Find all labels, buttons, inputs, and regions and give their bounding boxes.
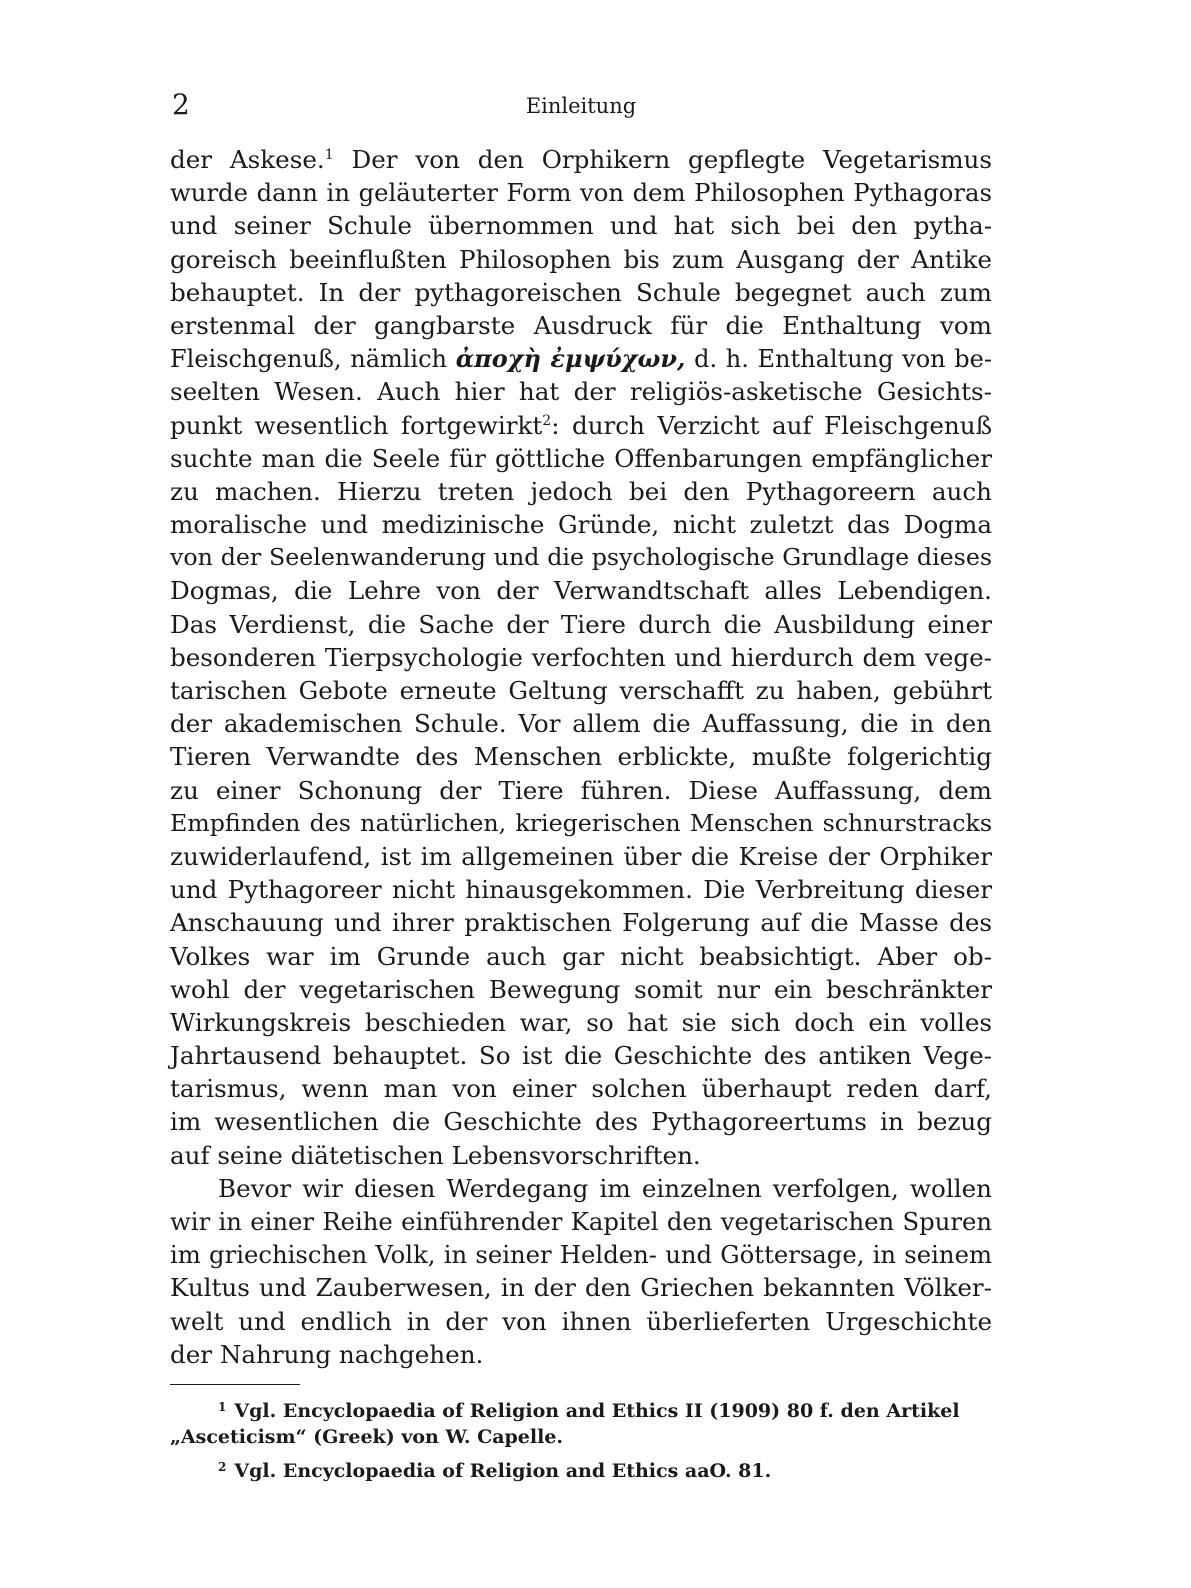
text-line: tarismus, wenn man von einer solchen überhaupt reden darf, <box>170 1074 992 1104</box>
text-line: besonderen Tierpsychologie verfochten und hierdurch dem vege- <box>170 642 992 672</box>
text-line: zuwiderlaufend, ist im allgemeinen über die Kreise der Orphiker <box>170 841 992 871</box>
text-line: Dogmas, die Lehre von der Verwandtschaft alles Lebendigen. <box>170 576 992 606</box>
text-line: zu einer Schonung der Tiere führen. Diese Auffassung, dem <box>170 775 992 805</box>
text-line: seelten Wesen. Auch hier hat der religiös-asketische Gesichts- <box>170 377 992 407</box>
text-line: und Pythagoreer nicht hinausgekommen. Die Verbreitung dieser <box>170 875 992 905</box>
text-line: zu machen. Hierzu treten jedoch bei den Pythagoreern auch <box>170 476 992 506</box>
footnote-divider <box>170 1384 300 1385</box>
footnote-ref-2[interactable]: 2 <box>542 412 552 429</box>
page-number: 2 <box>172 88 190 121</box>
footnote-mark: 2 <box>218 1460 227 1474</box>
text-line: Tieren Verwandte des Menschen erblickte, mußte folgerichtig <box>170 742 992 772</box>
text-line: Wirkungskreis beschieden war, so hat sie sich doch ein volles <box>170 1007 992 1037</box>
text-line: der akademischen Schule. Vor allem die Auffassung, die in den <box>170 709 992 739</box>
page-header <box>172 88 990 128</box>
text-line: wohl der vegetarischen Bewegung somit nur ein beschränkter <box>170 974 992 1004</box>
text-line: Kultus und Zauberwesen, in der den Griechen bekannten Völker- <box>170 1273 992 1303</box>
text-line: der Askese.$^1$ Der von den Orphikern gepflegte Vegetarismus <box>170 145 992 174</box>
body-text <box>170 143 992 1371</box>
text-line: erstenmal der gangbarste Ausdruck für die Enthaltung vom <box>170 310 992 340</box>
text-line: Volkes war im Grunde auch gar nicht beabsichtigt. Aber ob- <box>170 941 992 971</box>
footnote-ref-1[interactable]: 1 <box>324 147 334 163</box>
text-line: wurde dann in geläuterter Form von dem Philosophen Pythagoras <box>170 178 992 208</box>
text-line: im griechischen Volk, in seiner Helden- und Göttersage, in seinem <box>170 1240 992 1270</box>
text-line: welt und endlich in der von ihnen überlieferten Urgeschichte <box>170 1306 992 1336</box>
text-line: Anschauung und ihrer praktischen Folgerung auf die Masse des <box>170 908 992 938</box>
text-line: und seiner Schule übernommen und hat sich bei den pytha- <box>170 211 992 241</box>
text-line: Jahrtausend behauptet. So ist die Geschichte des antiken Vege- <box>170 1041 992 1071</box>
text-line: Fleischgenuß, nämlich ἀποχὴ ἐμψύχων, d. h. Enthaltung von be- <box>170 344 992 374</box>
text-line: der Nahrung nachgehen. <box>170 1339 484 1369</box>
footnote-mark: 1 <box>218 1400 227 1414</box>
text-line: Empfinden des natürlichen, kriegerischen Menschen schnurstracks <box>170 808 992 837</box>
text-line: tarischen Gebote erneute Geltung verschafft zu haben, gebührt <box>170 676 992 705</box>
greek-term: ἀποχὴ ἐμψύχων, <box>455 344 686 374</box>
text-line: von der Seelenwanderung und die psychologische Grundlage dieses <box>170 543 992 572</box>
text-line: goreisch beeinflußten Philosophen bis zum Ausgang der Antike <box>170 244 992 274</box>
running-title: Einleitung <box>525 94 637 118</box>
footnote-1-cont: „Asceticism“ (Greek) von W. Capelle. <box>170 1426 564 1448</box>
text-line: wir in einer Reihe einführender Kapitel den vegetarischen Spuren <box>170 1207 992 1236</box>
text-line: suchte man die Seele für göttliche Offenbarungen empfänglicher <box>170 443 992 473</box>
footnote-2: $^2$ Vgl. Encyclopaedia of Religion and Ethics aaO. 81. <box>218 1460 772 1482</box>
text-line: punkt wesentlich fortgewirkt$^2$: durch Verzicht auf Fleischgenuß <box>170 410 992 440</box>
footnotes <box>170 1392 992 1482</box>
text-line: auf seine diätetischen Lebensvorschriften. <box>170 1140 701 1170</box>
text-line: Das Verdienst, die Sache der Tiere durch die Ausbildung einer <box>170 609 992 639</box>
footnote-1: $^1$ Vgl. Encyclopaedia of Religion and Ethics II (1909) 80 f. den Artikel <box>218 1400 960 1422</box>
text-line: moralische und medizinische Gründe, nicht zuletzt das Dogma <box>170 510 992 540</box>
text-line: behauptet. In der pythagoreischen Schule begegnet auch zum <box>170 277 992 307</box>
text-line: im wesentlichen die Geschichte des Pythagoreertums in bezug <box>170 1107 992 1137</box>
text-line: Bevor wir diesen Werdegang im einzelnen verfolgen, wollen <box>218 1173 992 1203</box>
